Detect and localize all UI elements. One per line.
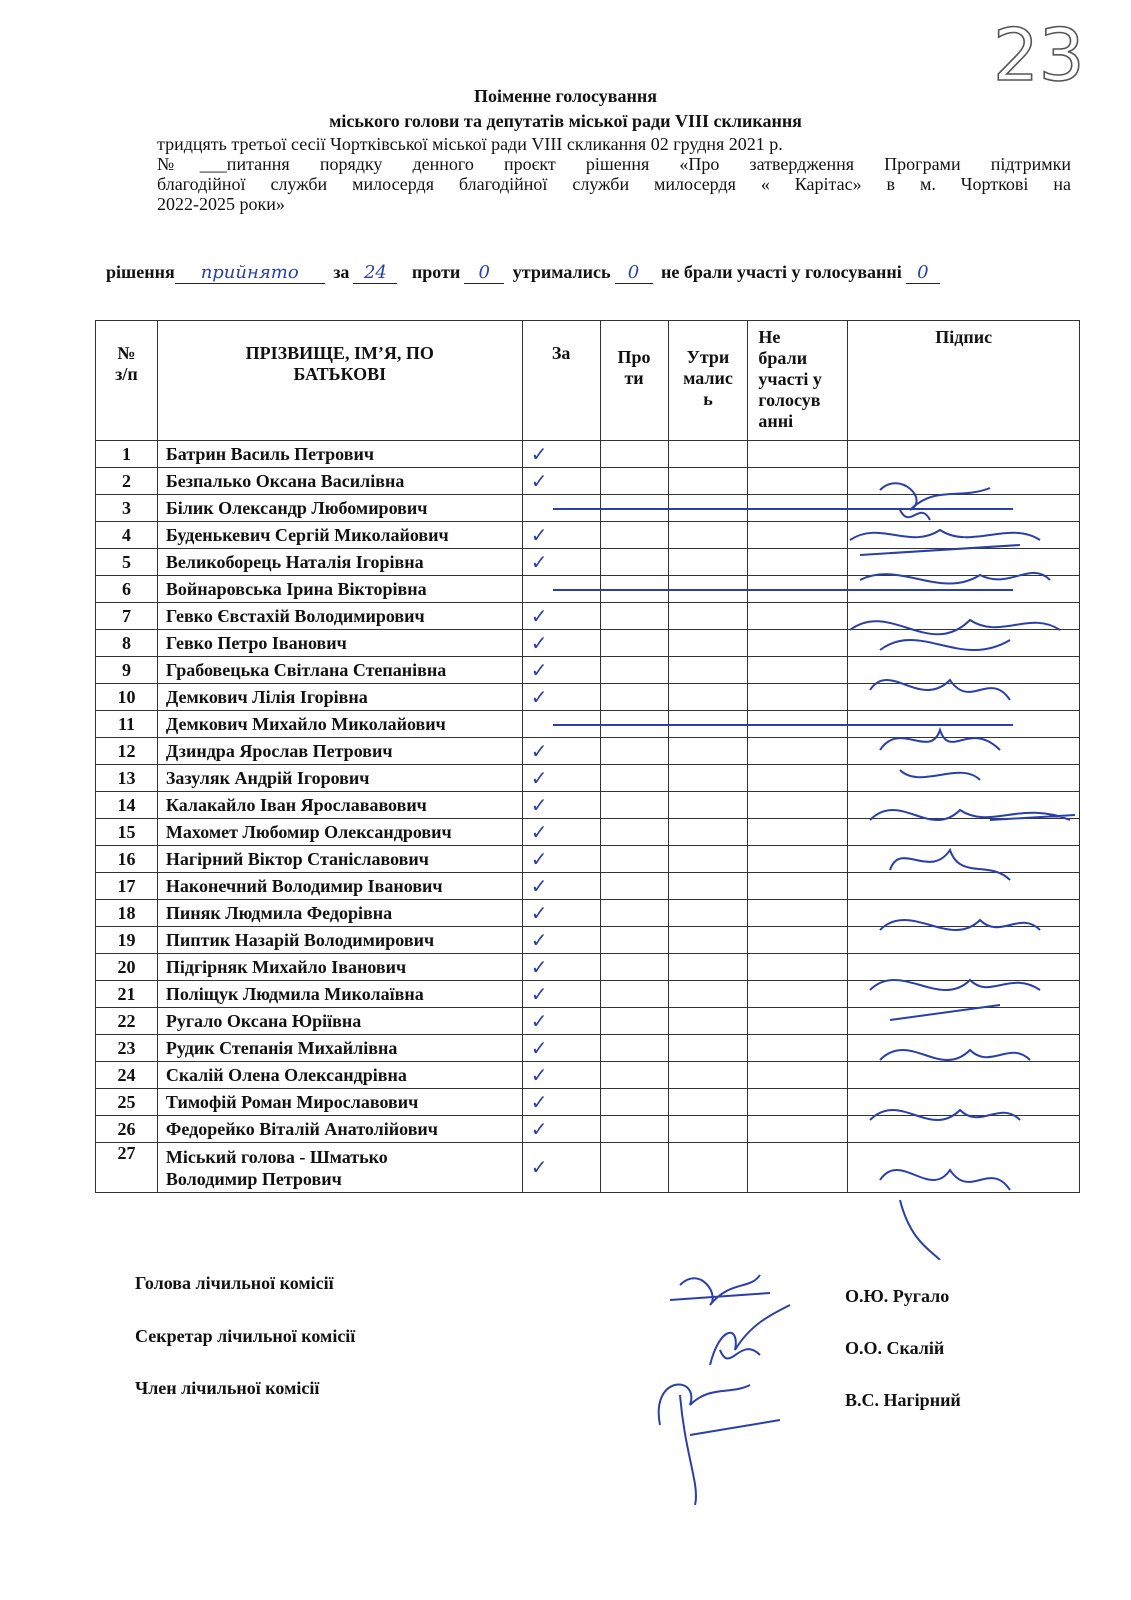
- vote-abstained-cell: [668, 846, 748, 873]
- member-name: Ругало Оксана Юріївна: [157, 1008, 522, 1035]
- vote-abstained-cell: [668, 819, 748, 846]
- abstained-label: утримались: [512, 262, 611, 282]
- member-name: Дзиндра Ярослав Петрович: [157, 738, 522, 765]
- vote-not-voted-cell: [748, 765, 848, 792]
- vote-abstained-cell: [668, 927, 748, 954]
- member-name: Батрин Василь Петрович: [157, 441, 522, 468]
- vote-against-cell: [600, 792, 668, 819]
- vote-not-voted-cell: [748, 738, 848, 765]
- for-count: 24: [353, 262, 397, 284]
- svg-text:23: 23: [993, 14, 1085, 94]
- vote-for-cell: ✓: [522, 1035, 600, 1062]
- vote-for-cell: ✓: [522, 981, 600, 1008]
- vote-not-voted-cell: [748, 522, 848, 549]
- vote-abstained-cell: [668, 441, 748, 468]
- vote-not-voted-cell: [748, 1062, 848, 1089]
- vote-not-voted-cell: [748, 603, 848, 630]
- vote-abstained-cell: [668, 468, 748, 495]
- row-number: 26: [96, 1116, 158, 1143]
- vote-against-cell: [600, 765, 668, 792]
- row-number: 5: [96, 549, 158, 576]
- table-header-row: [96, 321, 1080, 441]
- vote-for-cell: ✓: [522, 738, 600, 765]
- col-header-name: ПРІЗВИЩЕ, ІМ’Я, ПО БАТЬКОВІ: [157, 321, 522, 441]
- vote-against-cell: [600, 1143, 668, 1193]
- vote-for-cell: ✓: [522, 927, 600, 954]
- row-number: 6: [96, 576, 158, 603]
- vote-against-cell: [600, 738, 668, 765]
- signatures-handwritten: [840, 460, 1080, 1260]
- vote-not-voted-cell: [748, 900, 848, 927]
- vote-for-cell: ✓: [522, 1143, 600, 1193]
- question-line-1: №___питання порядку денного проєкт рішення «Про затвердження Програми підтримки: [157, 154, 1071, 174]
- member-name: Скалій Олена Олександрівна: [157, 1062, 522, 1089]
- member-name: Буденькевич Сергій Миколайович: [157, 522, 522, 549]
- member-name: Войнаровська Ірина Вікторівна: [157, 576, 522, 603]
- chair-label: Голова лічильної комісії: [135, 1273, 334, 1293]
- member-name: Пиняк Людмила Федорівна: [157, 900, 522, 927]
- member-name: Білик Олександр Любомирович: [157, 495, 522, 522]
- page-number-handwritten: [985, 14, 1115, 94]
- vote-against-cell: [600, 927, 668, 954]
- vote-against-cell: [600, 684, 668, 711]
- row-number: 21: [96, 981, 158, 1008]
- row-number: 19: [96, 927, 158, 954]
- member-name: Нагірний Віктор Станіславович: [157, 846, 522, 873]
- vote-not-voted-cell: [748, 1089, 848, 1116]
- member-name: Грабовецька Світлана Степанівна: [157, 657, 522, 684]
- agenda-description: [157, 134, 1071, 214]
- vote-abstained-cell: [668, 873, 748, 900]
- vote-for-cell: ✓: [522, 765, 600, 792]
- signature-scribble: [880, 920, 1040, 930]
- vote-abstained-cell: [668, 738, 748, 765]
- vote-abstained-cell: [668, 1062, 748, 1089]
- vote-abstained-cell: [668, 1089, 748, 1116]
- vote-against-cell: [600, 603, 668, 630]
- row-number: 9: [96, 657, 158, 684]
- signature-scribble: [880, 1170, 1010, 1260]
- member-name: Безпалько Оксана Василівна: [157, 468, 522, 495]
- signature-scribble: [870, 980, 1040, 1020]
- row-number: 12: [96, 738, 158, 765]
- vote-against-cell: [600, 657, 668, 684]
- document-title: Поіменне голосування: [473, 86, 658, 106]
- signature-scribble: [860, 573, 1050, 584]
- vote-abstained-cell: [668, 900, 748, 927]
- vote-for-cell: ✓: [522, 1089, 600, 1116]
- vote-not-voted-cell: [748, 684, 848, 711]
- vote-abstained-cell: [668, 522, 748, 549]
- signature-scribble: [850, 530, 1040, 555]
- vote-against-cell: [600, 522, 668, 549]
- row-number: 8: [96, 630, 158, 657]
- vote-abstained-cell: [668, 981, 748, 1008]
- vote-abstained-cell: [668, 603, 748, 630]
- vote-for-cell: ✓: [522, 900, 600, 927]
- vote-for-cell: ✓: [522, 468, 600, 495]
- vote-not-voted-cell: [748, 819, 848, 846]
- row-number: 18: [96, 900, 158, 927]
- vote-abstained-cell: [668, 1116, 748, 1143]
- vote-abstained-cell: [668, 765, 748, 792]
- vote-against-cell: [600, 1062, 668, 1089]
- decision-value: прийнято: [175, 262, 325, 284]
- col-header-against: Про ти: [600, 321, 668, 441]
- secretary-label: Секретар лічильної комісії: [135, 1326, 356, 1346]
- member-name: Зазуляк Андрій Ігорович: [157, 765, 522, 792]
- vote-for-cell: ✓: [522, 792, 600, 819]
- signature-scribble: [880, 730, 1000, 780]
- vote-not-voted-cell: [748, 981, 848, 1008]
- vote-abstained-cell: [668, 630, 748, 657]
- vote-not-voted-cell: [748, 1008, 848, 1035]
- vote-abstained-cell: [668, 1143, 748, 1193]
- row-number: 14: [96, 792, 158, 819]
- vote-abstained-cell: [668, 1035, 748, 1062]
- vote-abstained-cell: [668, 792, 748, 819]
- vote-against-cell: [600, 1008, 668, 1035]
- secretary-name: О.О. Скалій: [845, 1338, 945, 1358]
- commission-signatures-handwritten: [640, 1255, 830, 1515]
- vote-against-cell: [600, 981, 668, 1008]
- vote-not-voted-cell: [748, 954, 848, 981]
- vote-against-cell: [600, 873, 668, 900]
- vote-for-cell: ✓: [522, 522, 600, 549]
- vote-against-cell: [600, 630, 668, 657]
- member-name-line2: Володимир Петрович: [165, 1168, 342, 1189]
- signature-scribble: [890, 850, 1010, 880]
- signature-scribble: [870, 810, 1075, 820]
- decision-label: рішення: [106, 262, 175, 282]
- vote-for-cell: ✓: [522, 657, 600, 684]
- decision-summary: [106, 262, 940, 284]
- col-header-not-voted: Не брали участі у голосув анні: [748, 321, 848, 441]
- question-line-2: благодійної служби милосердя благодійної служби милосердя « Карітас» в м. Чорткові на: [157, 174, 1071, 194]
- vote-for-cell: ✓: [522, 954, 600, 981]
- vote-abstained-cell: [668, 684, 748, 711]
- vote-for-cell: ✓: [522, 819, 600, 846]
- vote-for-cell: ✓: [522, 873, 600, 900]
- vote-for-cell: ✓: [522, 630, 600, 657]
- vote-for-cell: ✓: [522, 441, 600, 468]
- row-number: 4: [96, 522, 158, 549]
- against-label: проти: [411, 262, 461, 282]
- vote-against-cell: [600, 1089, 668, 1116]
- question-line-3: 2022-2025 роки»: [157, 194, 285, 214]
- member-name: Пиптик Назарій Володимирович: [157, 927, 522, 954]
- vote-not-voted-cell: [748, 927, 848, 954]
- vote-for-cell: ✓: [522, 603, 600, 630]
- member-name: Федорейко Віталій Анатолійович: [157, 1116, 522, 1143]
- member-label: Член лічильної комісії: [135, 1378, 320, 1398]
- row-number: 20: [96, 954, 158, 981]
- member-name-line1: Міський голова - Шматько: [165, 1146, 388, 1167]
- row-number: 23: [96, 1035, 158, 1062]
- vote-for-cell: ✓: [522, 1116, 600, 1143]
- vote-against-cell: [600, 819, 668, 846]
- vote-against-cell: [600, 1116, 668, 1143]
- col-header-abstained: Утри малис ь: [668, 321, 748, 441]
- vote-not-voted-cell: [748, 657, 848, 684]
- vote-abstained-cell: [668, 657, 748, 684]
- vote-for-cell: ✓: [522, 1008, 600, 1035]
- vote-not-voted-cell: [748, 1116, 848, 1143]
- signature-scribble: [870, 1110, 1020, 1120]
- member-name: Поліщук Людмила Миколаївна: [157, 981, 522, 1008]
- vote-not-voted-cell: [748, 630, 848, 657]
- member-name: Наконечний Володимир Іванович: [157, 873, 522, 900]
- row-number: 10: [96, 684, 158, 711]
- vote-not-voted-cell: [748, 792, 848, 819]
- member-name: Демкович Лілія Ігорівна: [157, 684, 522, 711]
- vote-not-voted-cell: [748, 846, 848, 873]
- vote-against-cell: [600, 441, 668, 468]
- vote-not-voted-cell: [748, 873, 848, 900]
- row-number: 25: [96, 1089, 158, 1116]
- member-name: Великоборець Наталія Ігорівна: [157, 549, 522, 576]
- signature-scribble: [880, 1050, 1030, 1060]
- row-number: 15: [96, 819, 158, 846]
- row-number: 1: [96, 441, 158, 468]
- row-number: 7: [96, 603, 158, 630]
- row-number: 16: [96, 846, 158, 873]
- signature-scribble: [880, 483, 990, 520]
- member-name: Демкович Михайло Миколайович: [157, 711, 522, 738]
- vote-not-voted-cell: [748, 1035, 848, 1062]
- row-number: 24: [96, 1062, 158, 1089]
- vote-for-cell: ✓: [522, 549, 600, 576]
- row-number: 27: [96, 1143, 158, 1193]
- row-number: 13: [96, 765, 158, 792]
- member-name: Гевко Петро Іванович: [157, 630, 522, 657]
- vote-for-cell: ✓: [522, 684, 600, 711]
- vote-against-cell: [600, 954, 668, 981]
- vote-not-voted-cell: [748, 549, 848, 576]
- member-name: Калакайло Іван Ярослававович: [157, 792, 522, 819]
- vote-against-cell: [600, 846, 668, 873]
- row-number: 17: [96, 873, 158, 900]
- vote-abstained-cell: [668, 1008, 748, 1035]
- member-name: [157, 1143, 522, 1193]
- vote-for-cell: ✓: [522, 1062, 600, 1089]
- vote-not-voted-cell: [748, 441, 848, 468]
- row-number: 2: [96, 468, 158, 495]
- col-header-number: № з/п: [96, 321, 158, 441]
- row-number: 22: [96, 1008, 158, 1035]
- vote-abstained-cell: [668, 954, 748, 981]
- chair-name: О.Ю. Ругало: [845, 1286, 950, 1306]
- row-number: 11: [96, 711, 158, 738]
- vote-not-voted-cell: [748, 1143, 848, 1193]
- vote-for-cell: ✓: [522, 846, 600, 873]
- row-number: 3: [96, 495, 158, 522]
- session-line: тридцять третьої сесії Чортківської міської ради VIII скликання 02 грудня 2021 р.: [157, 134, 783, 154]
- signature-scribble: [850, 620, 1060, 650]
- for-label: за: [333, 262, 350, 282]
- member-name: В.С. Нагірний: [845, 1390, 961, 1410]
- abstained-count: 0: [615, 262, 653, 284]
- vote-against-cell: [600, 1035, 668, 1062]
- vote-against-cell: [600, 549, 668, 576]
- col-header-signature: Підпис: [848, 321, 1080, 441]
- member-name: Махомет Любомир Олександрович: [157, 819, 522, 846]
- not-voted-count: 0: [906, 262, 940, 284]
- against-count: 0: [464, 262, 504, 284]
- vote-not-voted-cell: [748, 468, 848, 495]
- member-name: Підгірняк Михайло Іванович: [157, 954, 522, 981]
- member-name: Гевко Євстахій Володимирович: [157, 603, 522, 630]
- member-name: Рудик Степанія Михайлівна: [157, 1035, 522, 1062]
- vote-abstained-cell: [668, 549, 748, 576]
- document-subtitle: міського голови та депутатів міської ради VIII скликання: [329, 111, 802, 131]
- not-voted-label: не брали участі у голосуванні: [661, 262, 902, 282]
- vote-against-cell: [600, 468, 668, 495]
- col-header-for: За: [522, 321, 600, 441]
- signature-scribble: [870, 680, 1010, 700]
- vote-against-cell: [600, 900, 668, 927]
- member-name: Тимофій Роман Мирославович: [157, 1089, 522, 1116]
